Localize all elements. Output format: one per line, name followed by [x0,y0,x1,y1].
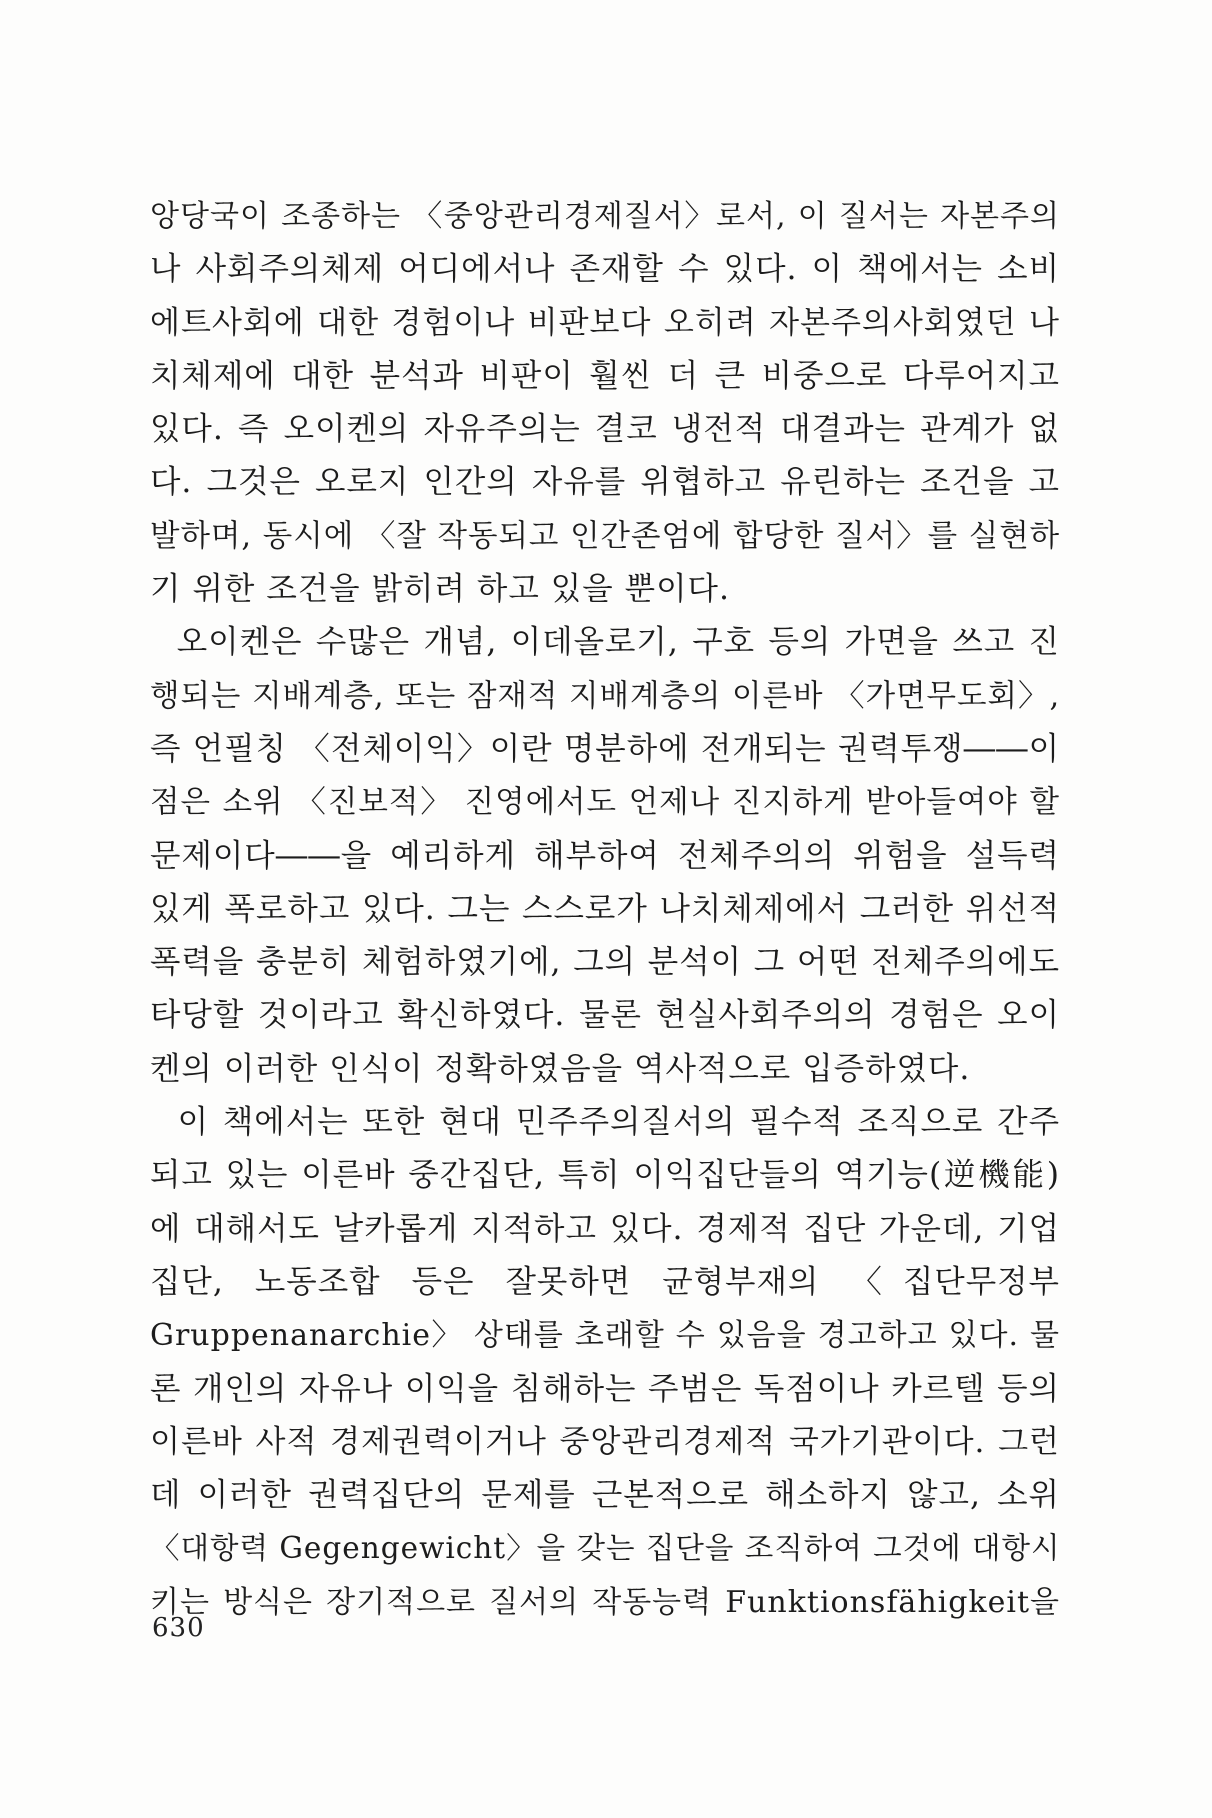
text-line: 있게 폭로하고 있다. 그는 스스로가 나치체제에서 그러한 위선적 [150,890,1060,927]
text-line: 키는 방식은 장기적으로 질서의 작동능력 Funktionsfähigkeit을 [150,1584,1060,1620]
text-line: 타당할 것이라고 확신하였다. 물론 현실사회주의의 경험은 오이 [150,997,1060,1034]
text-line: 점은 소위 〈진보적〉 진영에서도 언제나 진지하게 받아들여야 할 [150,785,1060,821]
text-line: 앙당국이 조종하는 〈중앙관리경제질서〉로서, 이 질서는 자본주의 [150,199,1060,234]
text-line: 기 위한 조건을 밝히려 하고 있을 뿐이다. [150,571,730,608]
body-text [150,190,1060,1629]
text-line: 이른바 사적 경제권력이거나 중앙관리경제적 국가기관이다. 그런 [150,1423,1060,1460]
page-number: 630 [152,1613,205,1643]
text-line: 〈대항력 Gegengewicht〉을 갖는 집단을 조직하여 그것에 대항시 [150,1531,1060,1566]
text-line: 오이켄은 수많은 개념, 이데올로기, 구호 등의 가면을 쓰고 진 [150,624,1060,661]
text-line: 다. 그것은 오로지 인간의 자유를 위협하고 유린하는 조건을 고 [150,464,1060,501]
text-line: 즉 언필칭 〈전체이익〉이란 명분하에 전개되는 권력투쟁――이 [150,730,1060,767]
text-line: 에 대해서도 날카롭게 지적하고 있다. 경제적 집단 가운데, 기업 [150,1210,1060,1247]
text-line: 에트사회에 대한 경험이나 비판보다 오히려 자본주의사회였던 나 [150,304,1060,341]
text-line: Gruppenanarchie〉 상태를 초래할 수 있음을 경고하고 있다. 물 [150,1318,1060,1354]
text-line: 행되는 지배계층, 또는 잠재적 지배계층의 이른바 〈가면무도회〉, [150,678,1060,714]
text-line: 론 개인의 자유나 이익을 침해하는 주범은 독점이나 카르텔 등의 [150,1370,1060,1407]
text-line: 있다. 즉 오이켄의 자유주의는 결코 냉전적 대결과는 관계가 없 [150,411,1060,448]
text-line: 켄의 이러한 인식이 정확하였음을 역사적으로 입증하였다. [150,1050,971,1087]
text-line: 집단, 노동조합 등은 잘못하면 균형부재의 〈집단무정부 [150,1263,1060,1300]
text-line: 되고 있는 이른바 중간집단, 특히 이익집단들의 역기능(逆機能) [150,1157,1060,1194]
text-line: 치체제에 대한 분석과 비판이 훨씬 더 큰 비중으로 다루어지고 [150,357,1060,394]
text-line: 폭력을 충분히 체험하였기에, 그의 분석이 그 어떤 전체주의에도 [150,944,1060,981]
text-line: 이 책에서는 또한 현대 민주주의질서의 필수적 조직으로 간주 [150,1104,1060,1141]
text-line: 발하며, 동시에 〈잘 작동되고 인간존엄에 합당한 질서〉를 실현하 [150,518,1060,554]
text-line: 문제이다――을 예리하게 해부하여 전체주의의 위험을 설득력 [150,837,1060,874]
text-line: 데 이러한 권력집단의 문제를 근본적으로 해소하지 않고, 소위 [150,1477,1060,1514]
text-line: 나 사회주의체제 어디에서나 존재할 수 있다. 이 책에서는 소비 [150,251,1060,288]
